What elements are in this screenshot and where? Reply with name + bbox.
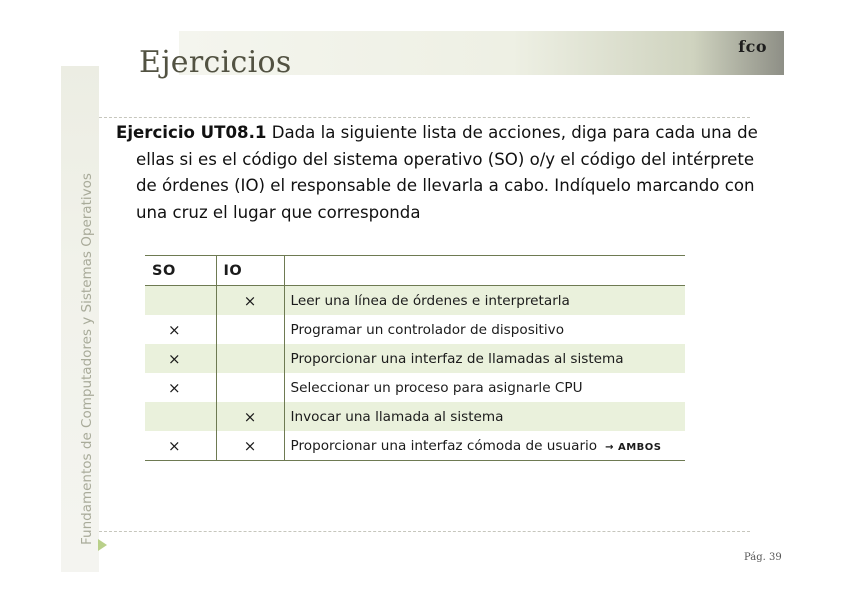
actions-table bbox=[145, 255, 685, 461]
so-mark: × bbox=[145, 373, 216, 402]
so-mark: × bbox=[145, 344, 216, 373]
fco-logo: fco bbox=[738, 37, 767, 56]
table-row bbox=[145, 402, 685, 431]
exercise-text: Dada la siguiente lista de acciones, diga para cada una de ellas si es el código del sistema operativo (SO) o/y el código del intérprete de órdenes (IO) el responsable de llevarla a cabo. Indíquelo marcando con una cruz el lugar que corresponda bbox=[136, 123, 758, 222]
course-title: Fundamentos de Computadores y Sistemas Operativos bbox=[79, 173, 95, 545]
action-text: Programar un controlador de dispositivo bbox=[290, 321, 565, 338]
action-text: Leer una línea de órdenes e interpretarla bbox=[284, 286, 685, 316]
play-arrow-icon bbox=[98, 539, 107, 551]
top-divider bbox=[99, 117, 750, 118]
action-text: Invocar una llamada al sistema bbox=[284, 402, 685, 431]
action-cell bbox=[284, 431, 685, 461]
bottom-divider bbox=[99, 531, 750, 532]
table-row bbox=[145, 286, 685, 316]
handwritten-note: → AMBOS bbox=[605, 441, 662, 453]
header-so: SO bbox=[145, 256, 216, 286]
exercise-title: Ejercicio UT08.1 bbox=[116, 123, 267, 142]
exercise-statement bbox=[116, 120, 776, 226]
io-mark bbox=[216, 315, 284, 344]
table-header-row bbox=[145, 256, 685, 286]
io-mark bbox=[216, 373, 284, 402]
io-mark: × bbox=[216, 286, 284, 316]
header-action bbox=[284, 256, 685, 286]
io-mark: × bbox=[216, 431, 284, 461]
io-mark bbox=[216, 344, 284, 373]
action-text: Proporcionar una interfaz de llamadas al sistema bbox=[284, 344, 685, 373]
table-row bbox=[145, 373, 685, 402]
header-io: IO bbox=[216, 256, 284, 286]
table-row bbox=[145, 315, 685, 344]
table-row bbox=[145, 344, 685, 373]
io-mark: × bbox=[216, 402, 284, 431]
slide-title: Ejercicios bbox=[139, 45, 292, 80]
action-text: Seleccionar un proceso para asignarle CPU bbox=[290, 379, 583, 396]
so-mark bbox=[145, 286, 216, 316]
action-text: Proporcionar una interfaz cómoda de usuario bbox=[290, 437, 598, 454]
table-row bbox=[145, 431, 685, 461]
so-mark bbox=[145, 402, 216, 431]
page-number: Pág. 39 bbox=[744, 552, 782, 563]
so-mark: × bbox=[145, 315, 216, 344]
so-mark: × bbox=[145, 431, 216, 461]
